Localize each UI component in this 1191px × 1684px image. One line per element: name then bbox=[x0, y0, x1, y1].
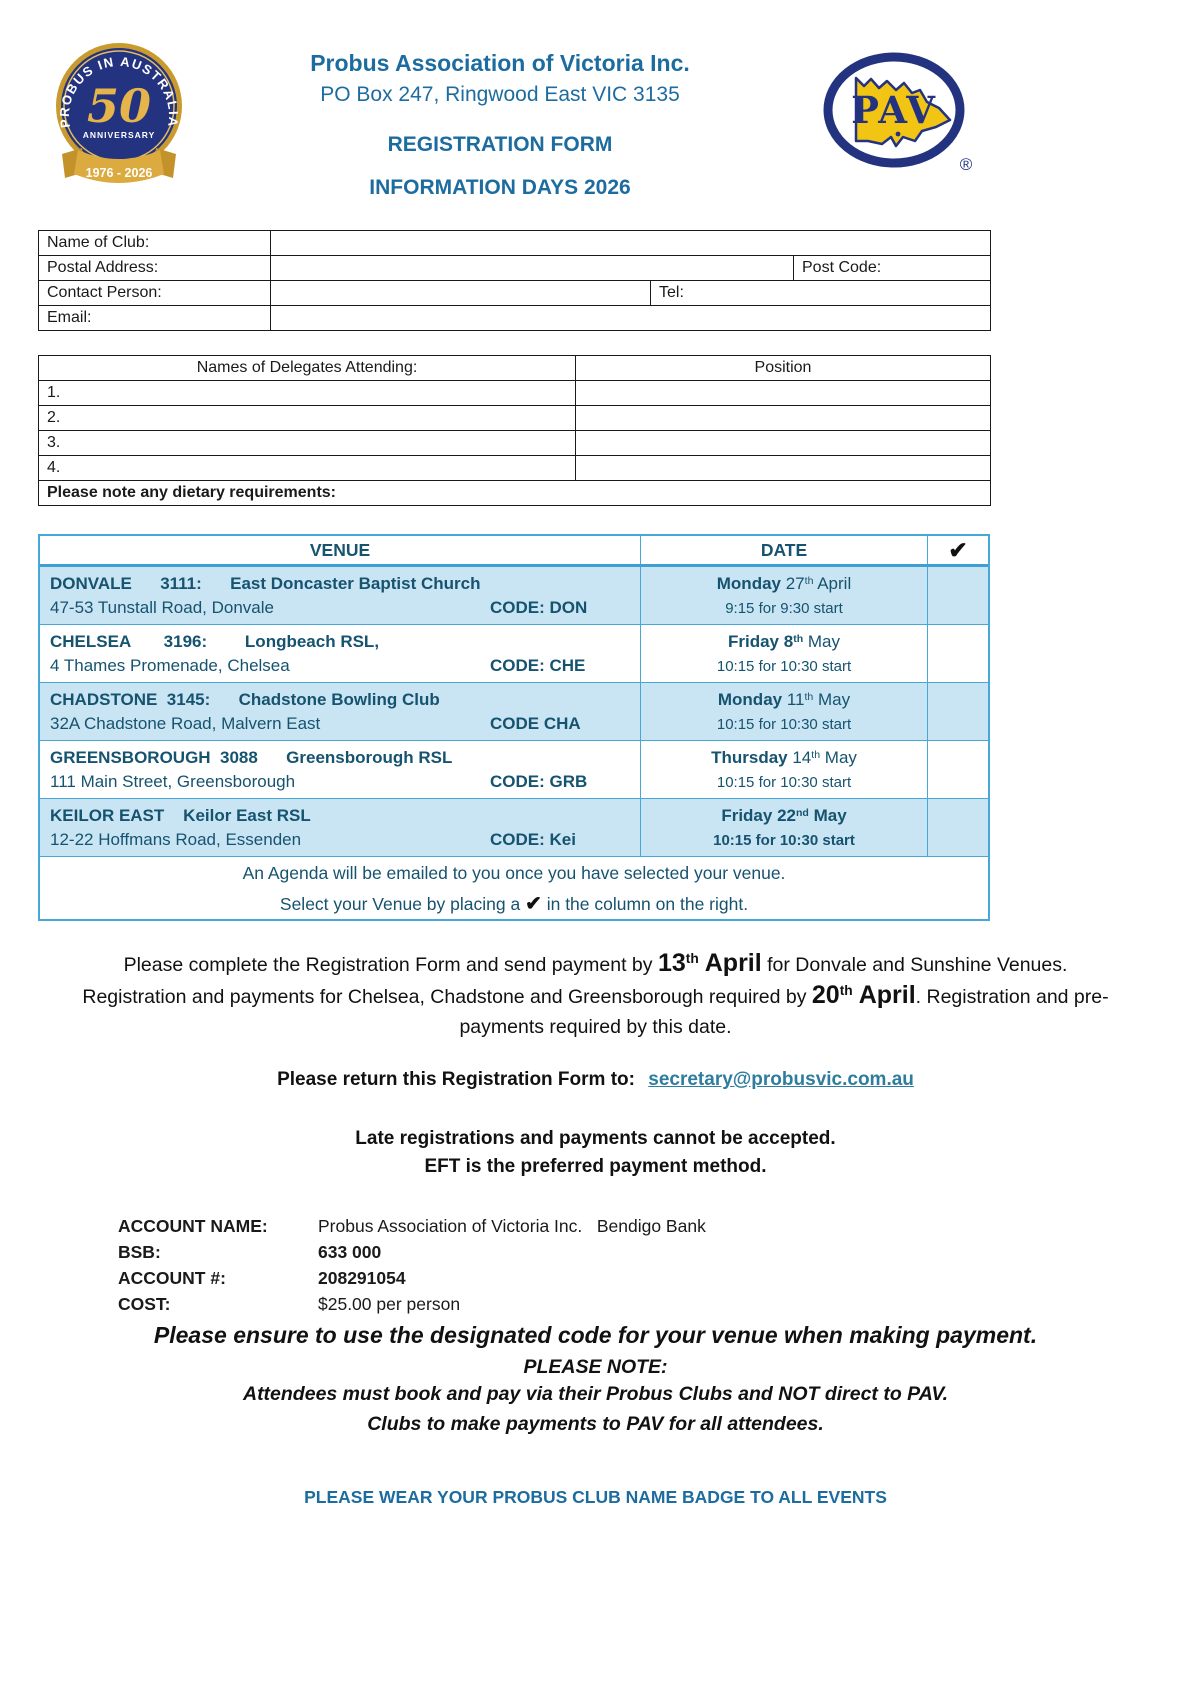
svg-text:50: 50 bbox=[86, 79, 152, 133]
return-form-line bbox=[0, 1069, 1191, 1091]
account-details-block bbox=[118, 1213, 1191, 1317]
date-cell: Friday 8th May 10:15 for 10:30 start bbox=[640, 625, 927, 682]
email-field[interactable] bbox=[271, 306, 991, 331]
venue-address: 12-22 Hoffmans Road, Essenden bbox=[50, 830, 302, 849]
dietary-requirements-field[interactable] bbox=[39, 481, 991, 506]
return-form-label: Please return this Registration Form to: bbox=[277, 1069, 635, 1090]
svg-text:ANNIVERSARY: ANNIVERSARY bbox=[82, 130, 156, 140]
account-name-label: ACCOUNT NAME: bbox=[118, 1216, 268, 1236]
venue-cell: DONVALE 3111: East Doncaster Baptist Church 47-53 Tunstall Road, Donvale CODE: DON bbox=[40, 567, 640, 624]
delegate-position-field-3[interactable] bbox=[576, 431, 991, 456]
contact-person-label: Contact Person: bbox=[39, 281, 271, 306]
account-number-row bbox=[118, 1265, 1191, 1291]
start-time: 10:15 for 10:30 start bbox=[716, 716, 852, 733]
venue-check-cell-keilor-east[interactable] bbox=[927, 799, 988, 856]
venue-row-donvale bbox=[40, 567, 988, 625]
account-number-value: 208291054 bbox=[318, 1268, 406, 1288]
venue-check-cell-greensborough[interactable] bbox=[927, 741, 988, 798]
date-cell: Thursday 14th May 10:15 for 10:30 start bbox=[640, 741, 927, 798]
postal-address-row bbox=[39, 256, 991, 281]
delegate-name-field-2[interactable] bbox=[39, 406, 576, 431]
checkmark-icon: ✔ bbox=[525, 893, 542, 915]
header-section bbox=[0, 0, 1191, 204]
contact-person-row bbox=[39, 281, 991, 306]
start-time: 10:15 for 10:30 start bbox=[716, 658, 852, 675]
checkmark-icon: ✔ bbox=[948, 536, 968, 563]
cost-value: $25.00 per person bbox=[318, 1294, 461, 1314]
delegates-table bbox=[38, 355, 991, 506]
account-name-row bbox=[118, 1213, 1191, 1239]
booking-note-1: Attendees must book and pay via their Probus Clubs and NOT direct to PAV. bbox=[242, 1383, 948, 1405]
bsb-value: 633 000 bbox=[318, 1242, 382, 1262]
svg-text:PROBUS IN AUSTRALIA: PROBUS IN AUSTRALIA bbox=[56, 53, 182, 129]
account-number-label: ACCOUNT #: bbox=[118, 1268, 226, 1288]
name-of-club-field[interactable] bbox=[271, 231, 991, 256]
svg-text:1976 - 2026: 1976 - 2026 bbox=[85, 166, 153, 180]
venue-address: 32A Chadstone Road, Malvern East bbox=[50, 714, 321, 733]
delegates-position-header: Position bbox=[576, 356, 991, 381]
delegates-header-row bbox=[39, 356, 991, 381]
delegate-row bbox=[39, 431, 991, 456]
badge-footer-note: PLEASE WEAR YOUR PROBUS CLUB NAME BADGE TO ALL EVENTS bbox=[304, 1487, 887, 1507]
delegate-number: 3. bbox=[47, 434, 61, 451]
venue-address: 47-53 Tunstall Road, Donvale bbox=[50, 598, 274, 617]
contact-person-field[interactable] bbox=[271, 281, 651, 306]
venue-cell: CHELSEA 3196: Longbeach RSL, 4 Thames Promenade, Chelsea CODE: CHE bbox=[40, 625, 640, 682]
venue-row-greensborough bbox=[40, 741, 988, 799]
select-venue-note: Select your Venue by placing a ✔ in the column on the right. bbox=[40, 888, 988, 919]
bsb-label: BSB: bbox=[118, 1242, 161, 1262]
venue-code: CODE: DON bbox=[490, 598, 588, 617]
venue-table-header-row bbox=[40, 536, 988, 567]
payment-deadline-paragraph: Please complete the Registration Form and send payment by 13th April for Donvale and Sunshine Venues. Registration and payments for Chelsea, Chadstone and Greensborough required by 20th April. Registration and pre-payments required by this date. bbox=[82, 949, 1109, 1038]
email-label: Email: bbox=[39, 306, 271, 331]
dietary-requirements-label: Please note any dietary requirements: bbox=[47, 484, 336, 501]
venue-cell: CHADSTONE 3145: Chadstone Bowling Club 32A Chadstone Road, Malvern East CODE CHA bbox=[40, 683, 640, 740]
venue-row-chadstone bbox=[40, 683, 988, 741]
late-note-2: EFT is the preferred payment method. bbox=[424, 1156, 767, 1177]
post-code-cell[interactable] bbox=[794, 256, 991, 281]
start-time: 10:15 for 10:30 start bbox=[716, 774, 852, 791]
deadline-date-2: 20th April bbox=[811, 981, 916, 1009]
use-code-note: Please ensure to use the designated code for your venue when making payment. bbox=[153, 1322, 1038, 1348]
bsb-row bbox=[118, 1239, 1191, 1265]
delegate-position-field-2[interactable] bbox=[576, 406, 991, 431]
cost-row bbox=[118, 1291, 1191, 1317]
late-registration-notes bbox=[0, 1125, 1191, 1181]
cost-label: COST: bbox=[118, 1294, 171, 1314]
email-row bbox=[39, 306, 991, 331]
agenda-note: An Agenda will be emailed to you once you have selected your venue. bbox=[40, 857, 988, 888]
venue-column-header: VENUE bbox=[309, 539, 371, 560]
probus-50th-anniversary-logo-icon bbox=[52, 38, 186, 201]
secretary-email-link[interactable]: secretary@probusvic.com.au bbox=[648, 1069, 914, 1090]
delegate-number: 2. bbox=[47, 409, 61, 426]
venue-code: CODE: CHE bbox=[490, 656, 586, 675]
delegate-number: 4. bbox=[47, 459, 61, 476]
deadline-date-1: 13th April bbox=[657, 949, 762, 977]
venue-check-cell-donvale[interactable] bbox=[927, 567, 988, 624]
venue-row-chelsea bbox=[40, 625, 988, 683]
postal-address-label: Postal Address: bbox=[39, 256, 271, 281]
venue-row-keilor-east bbox=[40, 799, 988, 857]
please-note-heading: PLEASE NOTE: bbox=[523, 1356, 668, 1378]
po-box-address: PO Box 247, Ringwood East VIC 3135 bbox=[320, 83, 680, 106]
delegate-position-field-4[interactable] bbox=[576, 456, 991, 481]
venue-cell: GREENSBOROUGH 3088 Greensborough RSL 111 Main Street, Greensborough CODE: GRB bbox=[40, 741, 640, 798]
tel-label: Tel: bbox=[659, 284, 684, 301]
club-name-row bbox=[39, 231, 991, 256]
venue-cell: KEILOR EAST Keilor East RSL 12-22 Hoffmans Road, Essenden CODE: Kei bbox=[40, 799, 640, 856]
booking-note-2: Clubs to make payments to PAV for all attendees. bbox=[367, 1413, 824, 1435]
venue-code: CODE: GRB bbox=[490, 772, 588, 791]
name-of-club-label: Name of Club: bbox=[39, 231, 271, 256]
venue-address: 111 Main Street, Greensborough bbox=[50, 772, 296, 791]
date-cell: Monday 11th May 10:15 for 10:30 start bbox=[640, 683, 927, 740]
pav-logo-text: PAV bbox=[851, 88, 937, 132]
venue-address: 4 Thames Promenade, Chelsea bbox=[50, 656, 290, 675]
venue-check-cell-chelsea[interactable] bbox=[927, 625, 988, 682]
tel-cell[interactable] bbox=[651, 281, 991, 306]
delegate-name-field-3[interactable] bbox=[39, 431, 576, 456]
delegate-name-field-4[interactable] bbox=[39, 456, 576, 481]
postal-address-field[interactable] bbox=[271, 256, 794, 281]
check-column-header bbox=[927, 536, 988, 564]
venue-code: CODE: Kei bbox=[490, 830, 576, 849]
date-cell: Friday 22nd May 10:15 for 10:30 start bbox=[640, 799, 927, 856]
date-column-header: DATE bbox=[640, 536, 927, 564]
account-name-value: Probus Association of Victoria Inc. Bendigo Bank bbox=[318, 1216, 706, 1236]
delegate-position-field-1[interactable] bbox=[576, 381, 991, 406]
delegate-row bbox=[39, 406, 991, 431]
form-title: REGISTRATION FORM bbox=[387, 133, 613, 156]
delegate-number: 1. bbox=[47, 384, 61, 401]
event-title: INFORMATION DAYS 2026 bbox=[369, 176, 631, 199]
venue-check-cell-chadstone[interactable] bbox=[927, 683, 988, 740]
emphasis-notes-block bbox=[0, 1319, 1191, 1439]
delegate-row bbox=[39, 381, 991, 406]
org-name: Probus Association of Victoria Inc. bbox=[310, 50, 690, 76]
start-time: 9:15 for 9:30 start bbox=[725, 600, 843, 617]
header-text-block bbox=[180, 50, 820, 200]
club-info-table bbox=[38, 230, 991, 331]
registered-trademark-icon: ® bbox=[959, 155, 973, 174]
late-note-1: Late registrations and payments cannot be accepted. bbox=[355, 1128, 836, 1149]
date-cell: Monday 27th April 9:15 for 9:30 start bbox=[640, 567, 927, 624]
dietary-row bbox=[39, 481, 991, 506]
venue-code: CODE CHA bbox=[490, 714, 581, 733]
start-time: 10:15 for 10:30 start bbox=[713, 832, 855, 849]
delegate-name-field-1[interactable] bbox=[39, 381, 576, 406]
pav-logo-icon bbox=[818, 48, 980, 193]
post-code-label: Post Code: bbox=[802, 259, 882, 276]
delegates-names-header: Names of Delegates Attending: bbox=[39, 356, 576, 381]
delegate-row bbox=[39, 456, 991, 481]
venue-selection-table bbox=[38, 534, 990, 921]
